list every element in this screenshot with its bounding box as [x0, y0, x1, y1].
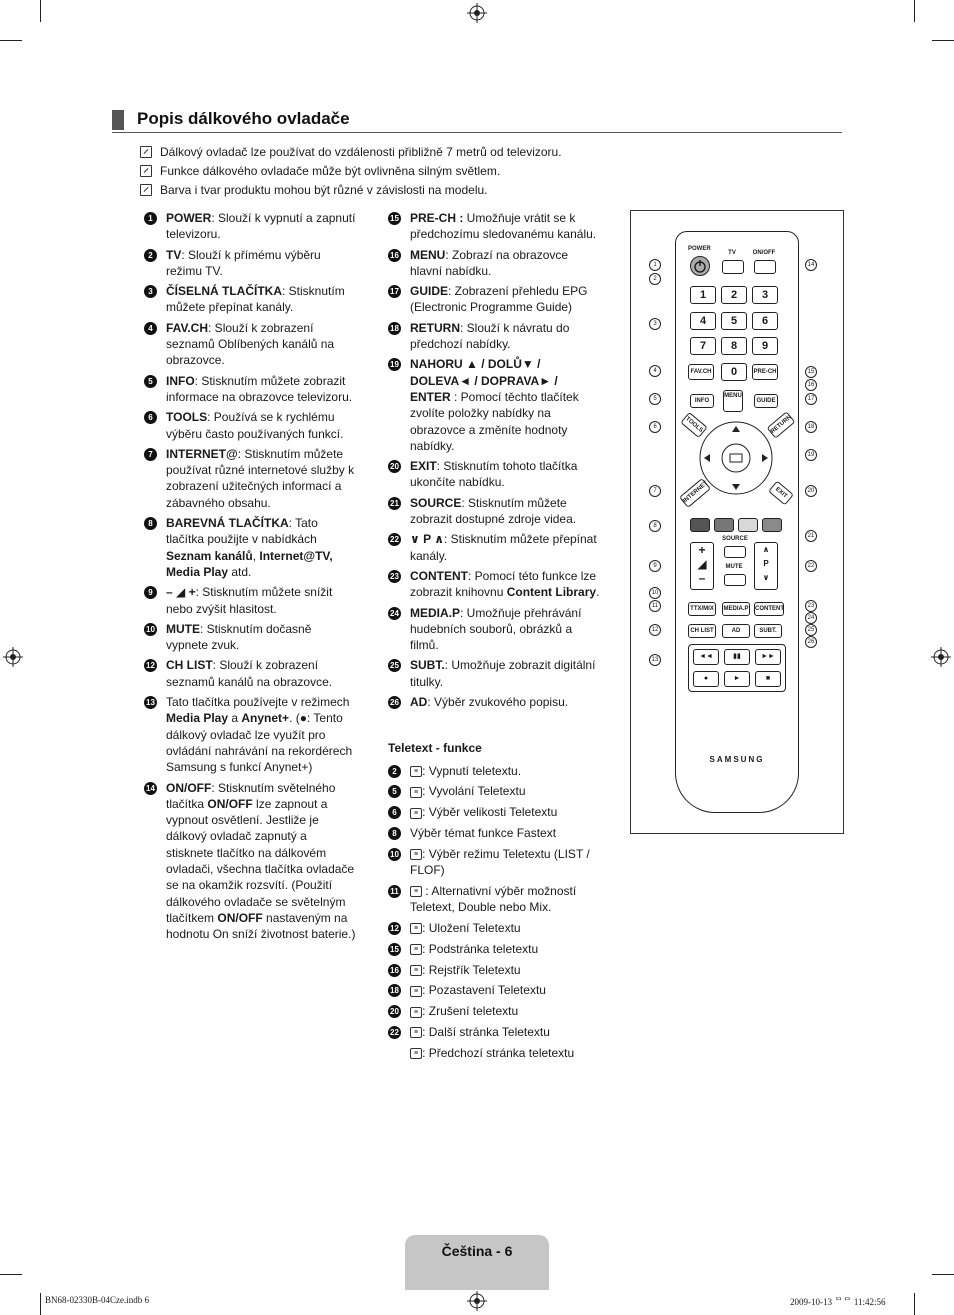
- item-number: 15: [388, 943, 401, 956]
- crop-mark: [40, 0, 41, 22]
- legend-item: [144, 409, 356, 442]
- blue-color-button[interactable]: [762, 518, 782, 532]
- callout-26: 26: [805, 636, 817, 648]
- item-number: 22: [388, 1026, 401, 1039]
- item-label: ON/OFF: [207, 796, 253, 811]
- teletext-key-icon: ≡: [410, 1027, 422, 1038]
- teletext-key-icon: ≡: [410, 808, 422, 819]
- exit-button[interactable]: EXIT: [768, 481, 794, 506]
- item-number: 10: [388, 848, 401, 861]
- return-button[interactable]: RETURN: [767, 411, 796, 438]
- print-date: 2009-10-13 ᄆᄆ 11:42:56: [790, 1297, 886, 1307]
- page-number: Čeština - 6: [441, 1243, 513, 1259]
- callout-21: 21: [805, 530, 817, 542]
- callout-12: 12: [649, 624, 661, 636]
- item-text: Tato tlačítka používejte v režimech: [166, 695, 350, 710]
- teletext-item: [388, 982, 600, 998]
- teletext-item: [388, 1003, 600, 1019]
- digit-2-button[interactable]: 2: [721, 286, 747, 304]
- callout-25: 25: [805, 624, 817, 636]
- item-label: ∨ P ∧: [410, 532, 444, 547]
- item-number: 13: [144, 696, 157, 709]
- teletext-heading: [388, 740, 600, 756]
- item-label: CH LIST: [166, 658, 213, 673]
- item-label: NAHORU ▲ / DOLŮ▼ / DOLEVA◄ / DOPRAVA► / ENTER: [410, 357, 558, 404]
- section-header: [112, 108, 842, 133]
- tv-button[interactable]: [722, 260, 744, 274]
- item-number: 16: [388, 249, 401, 262]
- item-text: ,: [252, 548, 260, 563]
- legend-item: [144, 621, 356, 654]
- item-label: POWER: [166, 211, 212, 225]
- item-number: 6: [388, 806, 401, 819]
- item-text: : Vypnutí teletextu.: [422, 763, 522, 778]
- callout-9: 9: [649, 560, 661, 572]
- registration-mark-icon: [467, 3, 487, 23]
- item-text: : Alternativní výběr možností Teletext, Double nebo Mix.: [410, 883, 577, 915]
- legend-item: [388, 605, 600, 654]
- item-label: Internet@TV, Media Play: [166, 548, 333, 579]
- item-text: : Slouží k zobrazení seznamů kanálů na obrazovce.: [166, 658, 333, 689]
- item-text: : Stisknutím můžete snížit nebo zvýšit hlasitost.: [166, 585, 333, 616]
- item-text: : Umožňuje přehrávání hudebních souborů, obrázků a filmů.: [410, 605, 582, 653]
- callout-20: 20: [805, 485, 817, 497]
- teletext-heading-rest: - funkce: [432, 741, 482, 756]
- item-text: : Zobrazí na obrazovce hlavní nabídku.: [410, 247, 569, 278]
- note-icon: [140, 165, 152, 177]
- item-number: 18: [388, 984, 401, 997]
- digit-0-button[interactable]: 0: [721, 363, 747, 381]
- digit-6-button[interactable]: 6: [752, 312, 778, 330]
- note-icon: [140, 146, 152, 158]
- mediap-button[interactable]: MEDIA.P: [722, 602, 750, 616]
- item-number: 8: [144, 517, 157, 530]
- play-button[interactable]: ►: [724, 671, 750, 687]
- menu-button[interactable]: MENU: [723, 390, 743, 412]
- title-bar-decoration: [112, 110, 124, 130]
- item-text: : Pomocí těchto tlačítek zvolíte položky nabídky na obrazovce a změníte hodnoty nabídky.: [410, 389, 579, 453]
- item-label: BAREVNÁ TLAČÍTKA: [166, 516, 289, 531]
- item-number: 12: [144, 659, 157, 672]
- item-number: 9: [144, 586, 157, 599]
- registration-mark-icon: [931, 647, 951, 667]
- item-number: 21: [388, 497, 401, 510]
- callout-11: 11: [649, 600, 661, 612]
- teletext-key-icon: ≡: [410, 965, 422, 976]
- item-text: a: [228, 711, 242, 726]
- file-name: BN68-02330B-04Cze.indb 6: [45, 1295, 149, 1305]
- crop-mark: [914, 1293, 915, 1315]
- item-text: Výběr témat funkce Fastext: [410, 826, 557, 840]
- callout-18: 18: [805, 421, 817, 433]
- callout-2: 2: [649, 273, 661, 285]
- digit-3-button[interactable]: 3: [752, 286, 778, 304]
- rewind-button[interactable]: ◄◄: [693, 649, 719, 665]
- legend-item: [388, 247, 600, 280]
- item-number: 26: [388, 696, 401, 709]
- item-text: : Stisknutím můžete přepínat kanály.: [166, 284, 345, 315]
- item-text: : Slouží k vypnutí a zapnutí televizoru.: [166, 211, 356, 242]
- teletext-key-icon: ≡: [410, 849, 422, 860]
- item-text: nastaveným na hodnotu On sníží životnost baterie.): [166, 910, 356, 942]
- teletext-key-icon: ≡: [410, 923, 422, 934]
- registration-mark-icon: [467, 1291, 487, 1311]
- callout-14: 14: [805, 259, 817, 271]
- digit-7-button[interactable]: 7: [690, 337, 716, 355]
- item-number: 25: [388, 659, 401, 672]
- item-label: EXIT: [410, 459, 437, 474]
- onoff-light-button[interactable]: [754, 260, 776, 274]
- teletext-heading-bold: Teletext: [388, 741, 433, 756]
- crop-mark: [0, 40, 22, 41]
- item-text: : Vyvolání Teletextu: [422, 784, 526, 799]
- legend-item: [144, 584, 356, 617]
- item-text: : Slouží k přímému výběru režimu TV.: [166, 247, 321, 278]
- teletext-key-icon: ≡: [410, 766, 422, 777]
- item-text: : Tato tlačítka použijte v nabídkách: [166, 516, 318, 547]
- item-number: 17: [388, 285, 401, 298]
- item-number: 2: [144, 249, 157, 262]
- crop-mark: [932, 1274, 954, 1275]
- item-text: : Stisknutím světelného tlačítka: [166, 780, 336, 811]
- tools-button[interactable]: TOOLS: [680, 412, 707, 438]
- item-number: 22: [388, 533, 401, 546]
- teletext-item: [388, 763, 600, 779]
- item-text: : Zrušení teletextu: [422, 1004, 519, 1019]
- item-number: 14: [144, 782, 157, 795]
- brand-logo: SAMSUNG: [709, 755, 765, 764]
- callout-5: 5: [649, 393, 661, 405]
- source-button[interactable]: [724, 546, 746, 558]
- item-text: : Stisknutím můžete přepínat kanály.: [410, 532, 597, 563]
- item-number: 8: [388, 827, 401, 840]
- item-text: : Uložení Teletextu: [422, 920, 521, 935]
- callout-3: 3: [649, 318, 661, 330]
- callout-23: 23: [805, 600, 817, 612]
- crop-mark: [0, 1274, 22, 1275]
- content-button[interactable]: CONTENT: [754, 602, 784, 616]
- note: [140, 145, 562, 159]
- power-button[interactable]: [690, 256, 710, 276]
- teletext-item: [388, 883, 600, 916]
- callout-17: 17: [805, 393, 817, 405]
- green-color-button[interactable]: [714, 518, 734, 532]
- digit-1-button[interactable]: 1: [690, 286, 716, 304]
- digit-9-button[interactable]: 9: [752, 337, 778, 355]
- item-number: 5: [388, 785, 401, 798]
- teletext-item: [388, 846, 600, 879]
- note-icon: [140, 184, 152, 196]
- mute-button[interactable]: [724, 574, 746, 586]
- item-label: ČÍSELNÁ TLAČÍTKA: [166, 284, 282, 299]
- legend-item: [388, 210, 600, 243]
- remote-illustration: [630, 210, 844, 834]
- item-label: FAV.CH: [166, 320, 209, 335]
- legend-item: [388, 531, 600, 564]
- item-text: : Předchozí stránka teletextu: [422, 1045, 575, 1060]
- legend-item: [388, 694, 600, 710]
- internet-button[interactable]: INTERNET: [679, 478, 711, 508]
- item-label: Anynet+: [241, 711, 290, 726]
- item-text: : Stisknutím můžete používat různé internetové služby k zobrazení užitečných informací a zábavného obsahu.: [166, 446, 355, 510]
- item-text: : Výběr velikosti Teletextu: [422, 805, 558, 820]
- teletext-item: [388, 941, 600, 957]
- legend-item: [388, 495, 600, 528]
- callout-13: 13: [649, 654, 661, 666]
- legend-item: [144, 320, 356, 369]
- digit-4-button[interactable]: 4: [690, 312, 716, 330]
- item-text: : Stisknutím dočasně vypnete zvuk.: [166, 621, 312, 653]
- digit-5-button[interactable]: 5: [721, 312, 747, 330]
- teletext-key-icon: ≡: [410, 886, 422, 897]
- item-label: PRE-CH :: [410, 211, 464, 225]
- item-text: : Rejstřík Teletextu: [422, 962, 521, 977]
- yellow-color-button[interactable]: [738, 518, 758, 532]
- legend-item: [144, 446, 356, 511]
- item-label: Media Play: [166, 711, 229, 726]
- red-color-button[interactable]: [690, 518, 710, 532]
- teletext-key-icon: ≡: [410, 1007, 422, 1018]
- onoff-button-label: ON/OFF: [752, 250, 776, 256]
- power-icon: [691, 257, 709, 275]
- item-text: : Slouží k návratu do předchozí nabídky.: [410, 320, 570, 352]
- legend-item: [388, 568, 600, 601]
- mute-button-label: MUTE: [722, 564, 746, 570]
- channel-rocker[interactable]: ∧ P ∨: [754, 542, 778, 590]
- teletext-item: [388, 783, 600, 799]
- teletext-item: [388, 962, 600, 978]
- item-number: 10: [144, 623, 157, 636]
- info-button[interactable]: INFO: [690, 394, 714, 408]
- page-number-tab: [405, 1235, 549, 1290]
- item-text: : Stisknutím můžete zobrazit informace na obrazovce televizoru.: [166, 373, 353, 404]
- item-number: 19: [388, 358, 401, 371]
- item-text: . (●: Tento dálkový ovladač lze využít pro ovládání nahrávání na rekordérech Samsung s funkcí Anynet+): [166, 711, 353, 775]
- item-label: SUBT.: [410, 658, 445, 673]
- item-label: MUTE: [166, 621, 200, 636]
- teletext-item: [388, 825, 600, 841]
- note-text: Dálkový ovladač lze používat do vzdálenosti přibližně 7 metrů od televizoru.: [160, 145, 562, 159]
- item-label: AD: [410, 695, 428, 710]
- callout-6: 6: [649, 421, 661, 433]
- callout-7: 7: [649, 485, 661, 497]
- callout-24: 24: [805, 612, 817, 624]
- item-label: CONTENT: [410, 568, 468, 583]
- legend-item: [144, 694, 356, 775]
- item-label: GUIDE: [410, 284, 449, 299]
- item-text: : Výběr režimu Teletextu (LIST / FLOF): [410, 846, 590, 878]
- callout-1: 1: [649, 259, 661, 271]
- callout-22: 22: [805, 560, 817, 572]
- crop-mark: [932, 40, 954, 41]
- item-text: : Další stránka Teletextu: [422, 1024, 550, 1039]
- item-text: : Stisknutím tohoto tlačítka ukončíte nabídku.: [410, 459, 578, 490]
- legend-item: [388, 657, 600, 690]
- teletext-item: [388, 804, 600, 820]
- teletext-item: [388, 1024, 600, 1040]
- item-number: 16: [388, 964, 401, 977]
- legend-item: [144, 283, 356, 316]
- item-label: Content Library: [506, 585, 597, 600]
- power-button-label: POWER: [688, 246, 711, 252]
- forward-button[interactable]: ►►: [755, 649, 781, 665]
- crop-mark: [40, 1293, 41, 1315]
- item-label: – ◢ +: [166, 585, 196, 600]
- media-controls: [688, 644, 786, 692]
- item-text: atd.: [228, 564, 252, 579]
- legend-item: [144, 515, 356, 580]
- item-number: 11: [388, 885, 401, 898]
- item-number: 7: [144, 448, 157, 461]
- tv-button-label: TV: [722, 250, 742, 256]
- volume-rocker[interactable]: + ◢ –: [690, 542, 714, 590]
- legend-column-left: [144, 210, 356, 946]
- item-label: ON/OFF: [217, 910, 263, 925]
- item-label: TV: [166, 247, 182, 262]
- note: [140, 183, 488, 197]
- legend-item: [144, 210, 356, 243]
- chlist-button[interactable]: CH LIST: [688, 624, 716, 638]
- item-label: RETURN: [410, 320, 460, 335]
- item-text: : Umožňuje zobrazit digitální titulky.: [410, 658, 596, 689]
- item-number: 1: [144, 212, 157, 225]
- item-text: : Používá se k rychlému výběru často používaných funkcí.: [166, 410, 344, 441]
- legend-item: [388, 458, 600, 491]
- item-number: 6: [144, 411, 157, 424]
- item-number: 18: [388, 322, 401, 335]
- teletext-item: [388, 920, 600, 936]
- teletext-key-icon: ≡: [410, 944, 422, 955]
- legend-item: [144, 780, 356, 943]
- prech-button[interactable]: PRE-CH: [752, 364, 778, 380]
- legend-item: [388, 356, 600, 454]
- item-number: 24: [388, 607, 401, 620]
- ttx-mix-button[interactable]: TTX/MIX: [688, 602, 716, 616]
- item-label: MEDIA.P: [410, 605, 461, 620]
- item-text: .: [596, 585, 600, 600]
- callout-19: 19: [805, 449, 817, 461]
- legend-item: [388, 283, 600, 316]
- guide-button[interactable]: GUIDE: [754, 394, 778, 408]
- item-label: ON/OFF: [166, 780, 212, 795]
- item-label: MENU: [410, 247, 446, 262]
- item-text: Umožňuje vrátit se k předchozímu sledovanému kanálu.: [410, 211, 597, 242]
- item-number: 5: [144, 375, 157, 388]
- legend-item: [144, 657, 356, 690]
- item-text: : Pomocí této funkce lze zobrazit knihovnu: [410, 568, 597, 600]
- callout-10: 10: [649, 587, 661, 599]
- legend-item: [388, 320, 600, 353]
- item-label: INTERNET@: [166, 446, 238, 461]
- remote-body: [675, 231, 799, 813]
- item-number: 3: [144, 285, 157, 298]
- item-number: 2: [388, 765, 401, 778]
- subt-button[interactable]: SUBT.: [754, 624, 782, 638]
- item-text: : Zobrazení přehledu EPG (Electronic Programme Guide): [410, 284, 588, 315]
- note-text: Barva i tvar produktu mohou být různé v závislosti na modelu.: [160, 183, 488, 197]
- item-label: TOOLS: [166, 410, 208, 425]
- item-number: 4: [144, 322, 157, 335]
- item-number: 20: [388, 460, 401, 473]
- item-text: : Výběr zvukového popisu.: [427, 695, 569, 710]
- favch-button[interactable]: FAV.CH: [688, 364, 714, 380]
- teletext-key-icon: ≡: [410, 1048, 422, 1059]
- item-number: 15: [388, 212, 401, 225]
- callout-16: 16: [805, 379, 817, 391]
- page-title: Popis dálkového ovladače: [137, 109, 350, 128]
- callout-8: 8: [649, 520, 661, 532]
- teletext-key-icon: ≡: [410, 787, 422, 798]
- item-label: INFO: [166, 373, 195, 388]
- callout-15: 15: [805, 366, 817, 378]
- legend-item: [144, 373, 356, 406]
- legend-item: [144, 247, 356, 280]
- teletext-item: [388, 1045, 600, 1061]
- ad-button[interactable]: AD: [722, 624, 750, 638]
- item-number: 20: [388, 1005, 401, 1018]
- stop-button[interactable]: ■: [755, 671, 781, 687]
- note: [140, 164, 500, 178]
- callout-4: 4: [649, 365, 661, 377]
- item-label: SOURCE: [410, 495, 462, 510]
- source-button-label: SOURCE: [720, 536, 750, 542]
- item-number: 23: [388, 570, 401, 583]
- pause-button[interactable]: ▮▮: [724, 649, 750, 665]
- item-number: 12: [388, 922, 401, 935]
- item-text: : Podstránka teletextu: [422, 941, 539, 956]
- item-label: Seznam kanálů: [166, 548, 253, 563]
- record-button[interactable]: ●: [693, 671, 719, 687]
- item-text: : Stisknutím můžete zobrazit dostupné zdroje videa.: [410, 495, 577, 527]
- note-text: Funkce dálkového ovladače může být ovlivněna silným světlem.: [160, 164, 501, 178]
- item-text: : Slouží k zobrazení seznamů Oblíbených kanálů na obrazovce.: [166, 320, 335, 368]
- item-text: : Pozastavení Teletextu: [422, 983, 546, 998]
- legend-column-right: [388, 210, 600, 1066]
- crop-mark: [914, 0, 915, 22]
- registration-mark-icon: [3, 647, 23, 667]
- digit-8-button[interactable]: 8: [721, 337, 747, 355]
- item-text: lze zapnout a vypnout osvětlení. Jestliže je dálkový ovladač zapnutý a stisknete tlačítko na dálkovém ovladači, všechna tlačítka ovladače se na okamžik rozsvítí. (Použití dálkového ovladače se světelným tlačítkem: [166, 796, 355, 925]
- teletext-key-icon: ≡: [410, 986, 422, 997]
